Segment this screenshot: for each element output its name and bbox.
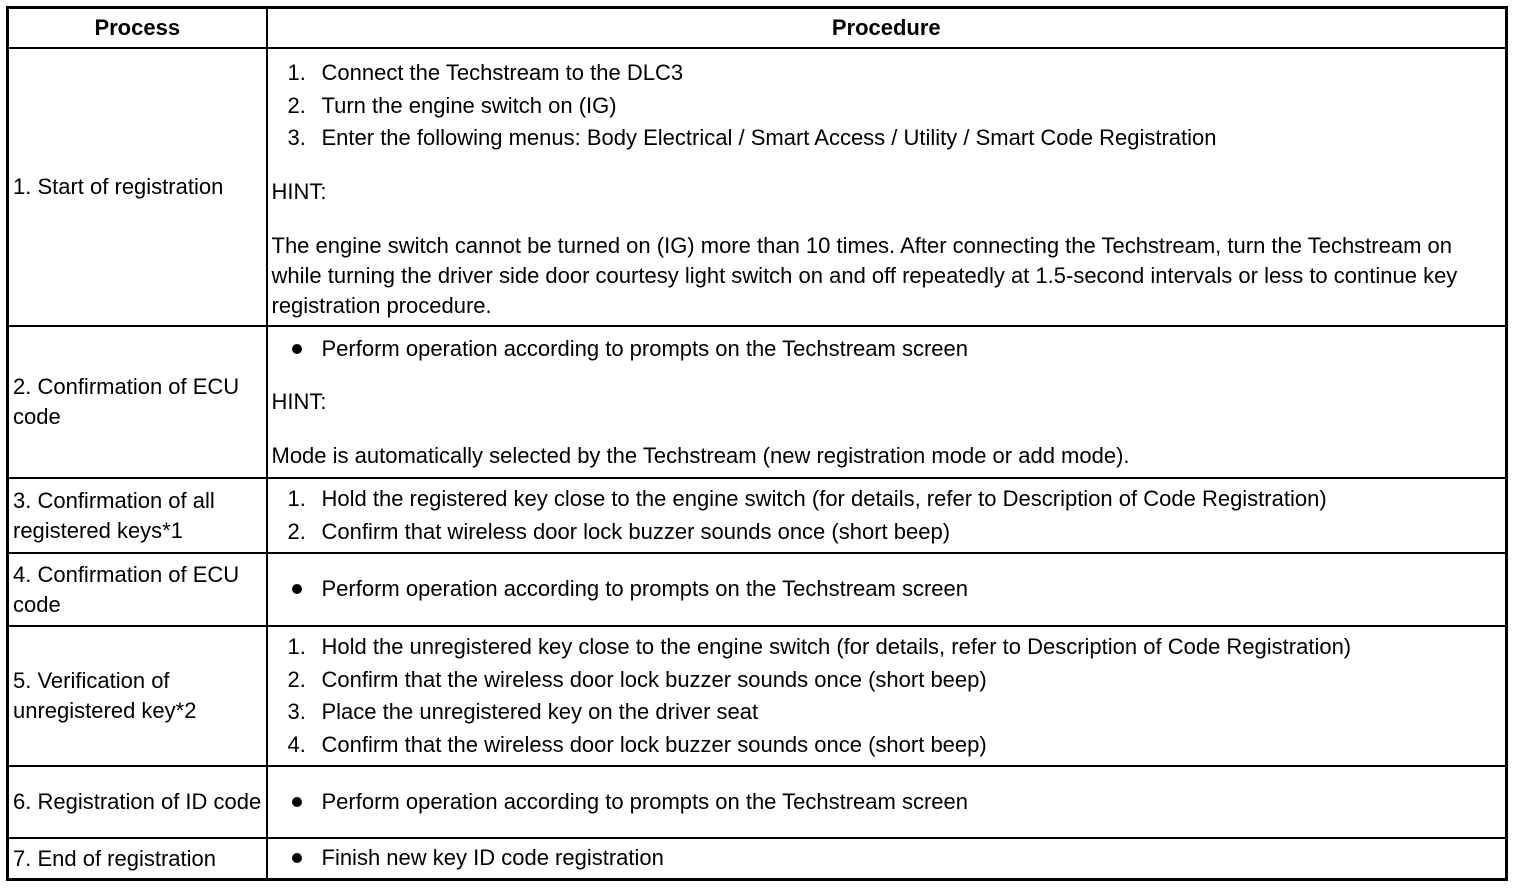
step-text: Enter the following menus: Body Electrical / Smart Access / Utility / Smart Code Registration (321, 125, 1217, 151)
list-item (272, 786, 1502, 819)
step-text: Confirm that the wireless door lock buzzer sounds once (short beep) (321, 731, 987, 757)
step-text: Perform operation according to prompts on the Techstream screen (321, 788, 968, 814)
procedure-cell (267, 553, 1507, 626)
header-row (8, 8, 1507, 49)
process-cell: 3. Confirmation of all registered keys*1 (8, 478, 267, 553)
table-row (8, 766, 1507, 838)
hint-text: Mode is automatically selected by the Techstream (new registration mode or add mode). (271, 443, 1130, 469)
bullet-steps (272, 333, 1502, 366)
list-item: 1. Hold the registered key close to the engine switch (for details, refer to Description of Code Registration) (287, 486, 1327, 511)
bullet-steps (272, 573, 1502, 606)
hint-label: HINT: (271, 178, 327, 204)
list-item (272, 333, 1502, 366)
table-row (8, 838, 1507, 880)
list-item (272, 573, 1502, 606)
step-text: Place the unregistered key on the driver seat (321, 699, 759, 724)
bullet-steps (272, 786, 1502, 819)
process-cell: 6. Registration of ID code (8, 766, 267, 838)
table-row (8, 553, 1507, 626)
list-item: 4. Confirm that the wireless door lock buzzer sounds once (short beep) (287, 731, 987, 757)
procedure-cell (267, 766, 1507, 838)
procedure-cell (267, 838, 1507, 880)
numbered-steps (272, 631, 1502, 761)
process-cell: 2. Confirmation of ECU code (8, 326, 267, 478)
process-cell: 4. Confirmation of ECU code (8, 553, 267, 626)
step-text: Turn the engine switch on (IG) (321, 92, 617, 118)
list-item: 1. Connect the Techstream to the DLC3 (287, 60, 684, 86)
process-cell: 7. End of registration (8, 838, 267, 880)
step-text: Connect the Techstream to the DLC3 (321, 60, 684, 86)
list-item: 2. Turn the engine switch on (IG) (287, 92, 617, 118)
process-column-header: Process (8, 8, 267, 49)
step-text: Hold the registered key close to the engine switch (for details, refer to Description of Code Registration) (321, 486, 1327, 511)
procedure-cell (267, 326, 1507, 478)
list-item: 3. Place the unregistered key on the driver seat (287, 699, 759, 724)
list-item (272, 842, 1502, 875)
numbered-steps (272, 57, 1502, 155)
numbered-steps (272, 483, 1502, 548)
table-row (8, 478, 1507, 553)
list-item: 1. Hold the unregistered key close to the engine switch (for details, refer to Description of Code Registration) (287, 634, 1352, 659)
hint-label: HINT: (271, 389, 327, 415)
process-cell: 5. Verification of unregistered key*2 (8, 626, 267, 766)
procedure-column-header: Procedure (267, 8, 1507, 49)
step-text: Perform operation according to prompts on the Techstream screen (321, 335, 968, 361)
bullet-steps (272, 842, 1502, 875)
table-row (8, 626, 1507, 766)
procedure-cell (267, 626, 1507, 766)
hint-text: The engine switch cannot be turned on (IG) more than 10 times. After connecting the Techstream, turn the Techstream on while turning the driver side door courtesy light switch on and off repeatedly at 1.5-second intervals or less to continue key registration procedure. (271, 232, 1458, 318)
table-row (8, 48, 1507, 326)
table-row (8, 326, 1507, 478)
list-item: 3. Enter the following menus: Body Electrical / Smart Access / Utility / Smart Code Registration (287, 125, 1217, 151)
list-item: 2. Confirm that the wireless door lock buzzer sounds once (short beep) (287, 666, 987, 692)
procedure-cell (267, 48, 1507, 326)
registration-procedure-table (6, 6, 1508, 881)
step-text: Confirm that wireless door lock buzzer sounds once (short beep) (321, 518, 951, 544)
procedure-cell (267, 478, 1507, 553)
process-cell: 1. Start of registration (8, 48, 267, 326)
step-text: Finish new key ID code registration (321, 845, 664, 871)
step-text: Confirm that the wireless door lock buzzer sounds once (short beep) (321, 666, 987, 692)
step-text: Perform operation according to prompts on the Techstream screen (321, 576, 968, 602)
list-item: 2. Confirm that wireless door lock buzzer sounds once (short beep) (287, 518, 951, 544)
step-text: Hold the unregistered key close to the engine switch (for details, refer to Description of Code Registration) (321, 634, 1352, 659)
